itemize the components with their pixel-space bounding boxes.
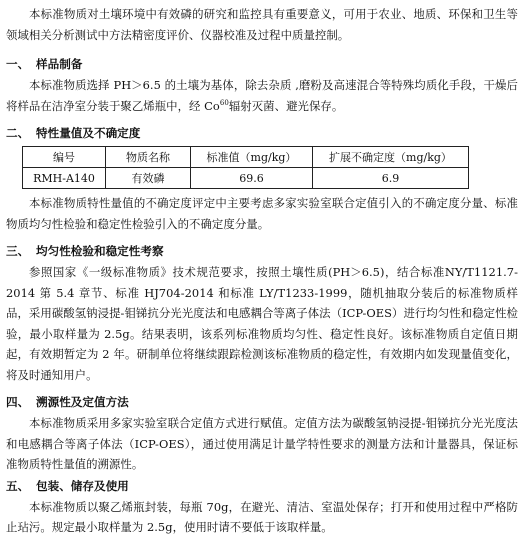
intro-paragraph: 本标准物质对土壤环境中有效磷的研究和监控具有重要意义，可用于农业、地质、环保和卫生等领域相关分析测试中方法精密度评价、仪器校准及过程中质量控制。 [6, 7, 518, 42]
table-header-row [23, 147, 469, 168]
section-2-paragraph: 本标准物质特性量值的不确定度评定中主要考虑多家实验室联合定值引入的不确定度分量、标准物质均匀性检验和稳定性检验引入的不确定度分量。 [6, 196, 518, 231]
section-2-title: 特性量值及不确定度 [36, 126, 141, 140]
table-cell-value: 69.6 [191, 168, 313, 189]
section-4-title: 溯源性及定值方法 [36, 395, 129, 409]
section-4-number: 四、 [6, 395, 30, 409]
table-row [23, 168, 469, 189]
table-header-cell: 扩展不确定度（mg/kg） [313, 147, 469, 168]
section-5-heading [6, 475, 518, 497]
table-header-cell: 编号 [23, 147, 106, 168]
table-cell-uncertainty: 6.9 [313, 168, 469, 189]
section-1-number: 一、 [6, 57, 30, 71]
section-1-heading [6, 53, 518, 75]
section-3-number: 三、 [6, 244, 30, 258]
section-5-number: 五、 [6, 478, 30, 493]
isotope-superscript: 60 [219, 98, 229, 107]
table-cell-name: 有效磷 [106, 168, 191, 189]
section-5-title: 包装、储存及使用 [36, 478, 129, 493]
section-1-text-a: 本标准物质选择 PH＞6.5 的土壤为基体，除去杂质 ,磨粉及高速混合等特殊均质化手段，干燥后将样品在洁净室分装于聚乙烯瓶中，经 Co [6, 78, 518, 113]
values-table [22, 146, 469, 189]
section-3-heading [6, 240, 518, 262]
section-4-paragraph: 本标准物质采用多家实验室联合定值方式进行赋值。定值方法为碳酸氢钠浸提-钼锑抗分光光度法和电感耦合等离子体法（ICP-OES），通过使用满足计量学特性要求的测量方法和计量器具，保证标准物质特性量值的溯源性。 [6, 416, 518, 471]
table-header-cell: 物质名称 [106, 147, 191, 168]
section-4-heading [6, 391, 518, 413]
table-header-cell: 标准值（mg/kg） [191, 147, 313, 168]
section-1-paragraph [6, 75, 518, 116]
section-3-paragraph: 参照国家《一级标准物质》技术规范要求，按照土壤性质(PH＞6.5)，结合标准NY/T1121.7-2014 第 5.4 章节、标准 HJ704-2014 和标准 LY/T1233-1999，随机抽取分装后的标准物质样品，采用碳酸氢钠浸提-钼锑抗分光光度法和电感耦合等离子体法（ICP-OES）进行均匀性和稳定性检验，最小取样量为 2.5g。结果表明，该系列标准物质均匀性、稳定性良好。该标准物质自定值日期起，有效期暂定为 2 年。研制单位将继续跟踪检测该标准物质的稳定性，有效期内如发现量值变化，将及时通知用户。 [6, 265, 518, 382]
section-5-paragraph: 本标准物质以聚乙烯瓶封装，每瓶 70g，在避光、清洁、室温处保存；打开和使用过程中严格防止玷污。规定最小取样量为 2.5g，使用时请不要低于该取样量。 [6, 499, 518, 534]
table-cell-code: RMH-A140 [23, 168, 106, 189]
section-1-title: 样品制备 [36, 57, 83, 71]
section-1-text-b: 辐射灭菌、避光保存。 [228, 98, 344, 113]
document-page [6, 4, 518, 538]
section-2-heading [6, 122, 518, 144]
section-3-title: 均匀性检验和稳定性考察 [36, 244, 164, 258]
section-2-number: 二、 [6, 126, 30, 140]
